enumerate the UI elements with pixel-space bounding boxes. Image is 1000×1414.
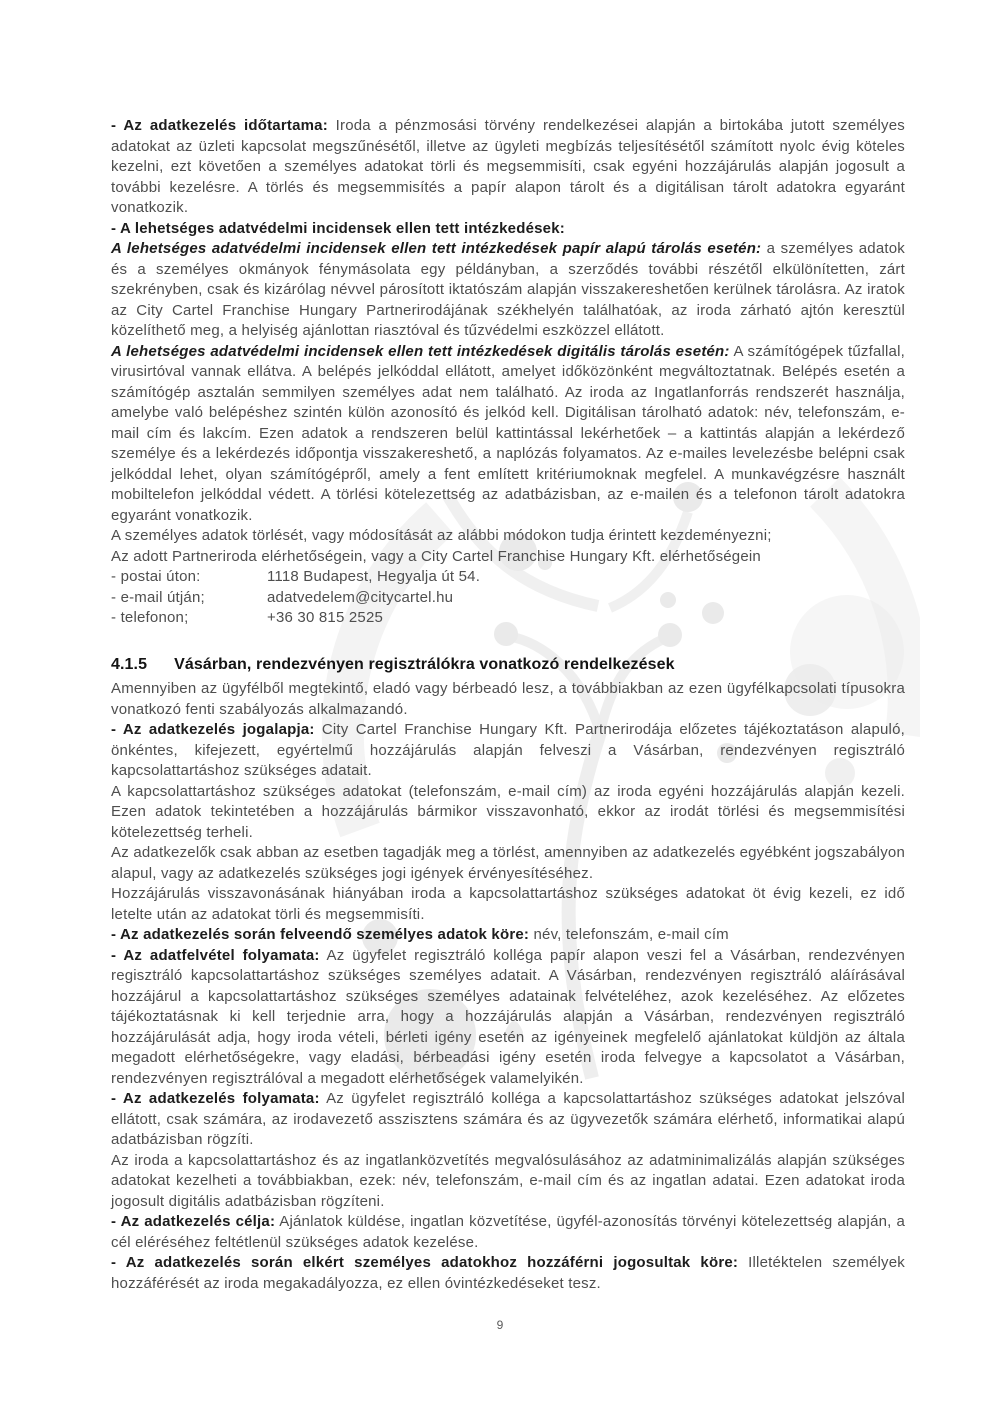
document-body: [111, 116, 905, 1294]
para-adatfelvetel-folyamata: [111, 946, 905, 1090]
para-text: Az adatkezelők csak abban az esetben tagadják meg a törlést, amennyiben az adatkezelés egyébként jogszabályon alapul, vagy az adatkezelés szükséges jogi igények érvényesítéséhez.: [111, 844, 905, 882]
para-text: Illetéktelen személyek hozzáférését az iroda megakadályozza, ez ellen óvintézkedéseket tesz.: [111, 1254, 905, 1292]
para-text: Amennyiben az ügyfélből megtekintő, eladó vagy bérbeadó lesz, a továbbiakban az ezen ügyfélkapcsolati típusokra vonatkozó fenti szabályozás alkalmazandó.: [111, 680, 905, 718]
para-adatkezelok-tagadas: [111, 843, 905, 884]
para-text: A személyes adatok törlését, vagy módosítását az alábbi módokon tudja érintett kezdeményezni;: [111, 527, 772, 544]
para-incidensek-cim: [111, 219, 905, 240]
para-incidensek-digitalis: [111, 342, 905, 527]
para-text: Az ügyfelet regisztráló kolléga a kapcsolattartáshoz szükséges adatokat jelszóval ellátott, csak számára, az irodavezető asszisztens számára és az ügyvezetők számára elérhető, informatikai alapú adatbázisban rögzíti.: [111, 1090, 905, 1148]
page-number: 9: [496, 1318, 504, 1332]
para-hozzaferni-jogosultak: [111, 1253, 905, 1294]
para-text: a személyes adatok és a személyes okmányok fénymásolata egy példányban, a szerződés további részétől elkülönítetten, zárt szekrényben, csak és kizárólag névvel párosított iktatószám alapján visszakereshetően kerülnek tárolásra. Az iratok az City Cartel Franchise Hungary Partnerirodájának székhelyén találhatóak, az iroda zárható ajtón keresztül közelíthető meg, a helyiség ajánlottan riasztóval és tűzvédelmi eszközzel ellátott.: [111, 240, 905, 339]
para-lead: - Az adatkezelés célja:: [111, 1213, 276, 1230]
para-adatkezeles-celja: [111, 1212, 905, 1253]
contact-row-email: [111, 588, 905, 609]
para-lead: - Az adatkezelés folyamata:: [111, 1090, 320, 1107]
para-text: Iroda a pénzmosási törvény rendelkezései alapján a birtokába jutott személyes adatokat az üzleti kapcsolat megszűnésétől, illetve az ügyleti megbízás teljesítésétől számított nyolc évig köteles kezelni, ezt követően a személyes adatokat törli és megsemmisíti, csak egyéni hozzájárulás alapján jogosult a további kezelésre. A törlés és megsemmisítés a papír alapon tárolt és a digitálisan tárolt adatokra egyaránt vonatkozik.: [111, 117, 905, 216]
contact-label: - e-mail útján;: [111, 588, 205, 606]
para-amennyiben: [111, 679, 905, 720]
para-text: A számítógépek tűzfallal, virusirtóval vannak ellátva. A belépés jelkóddal ellátott, amelyet időközönként megváltoztatnak. Belépés esetén a számítógép asztalán semmilyen személyes adat nem található. Az iroda az Ingatlanforrás rendszerét használja, amelybe való belépéshez szintén külön azonosító és jelkód kell. Digitálisan tárolható adatok: név, telefonszám, e-mail cím és lakcím. Ezen adatok a rendszeren belül kattintással lekérhetőek – a kattintás alapján a lekérdező személye és a lekérdezés időpontja visszakereshető, a naplózás folyamatos. Az e-mailes levelezésbe belépni csak jelkóddal lehet, olyan számítógépről, amely a fent említett kritériumoknak megfelel. A munkavégzésre használt mobiltelefon jelkóddal védett. A törlési kötelezettség az adatbázisban, az e-mailen és a telefonon tárolt adatokra egyaránt vonatkozik.: [111, 342, 905, 524]
para-adatkezeles-folyamata: [111, 1089, 905, 1151]
para-felveendo-adatok-kore: [111, 925, 905, 946]
para-lead: - Az adatfelvétel folyamata:: [111, 946, 320, 964]
para-text: Ajánlatok küldése, ingatlan közvetítése, ügyfél-azonosítás törvényi kötelezettség alapján, a cél eléréséhez feltétlenül szükséges adatok kezelése.: [111, 1213, 905, 1251]
email-address: adatvedelem@citycartel.hu: [267, 588, 454, 606]
para-text: név, telefonszám, e-mail cím: [529, 926, 729, 943]
para-lead: - Az adatkezelés időtartama:: [111, 117, 328, 134]
para-text: Az adott Partneriroda elérhetőségein, vagy a City Cartel Franchise Hungary Kft. elérhetőségein: [111, 547, 761, 565]
contact-row-phone: [111, 608, 905, 629]
contact-row-postal: [111, 567, 905, 588]
postal-address: 1118 Budapest, Hegyalja út 54.: [267, 568, 481, 585]
para-lead: - Az adatkezelés során elkért személyes adatokhoz hozzáférni jogosultak köre:: [111, 1254, 739, 1271]
phone-number: +36 30 815 2525: [267, 609, 384, 626]
para-text: A kapcsolattartáshoz szükséges adatokat (telefonszám, e-mail cím) az iroda egyéni hozzájárulás alapján kezeli. Ezen adatok tekintetében a hozzájárulás bármikor visszavonható, ekkor az irodát törlési és megsemmisítési kötelezettség terheli.: [111, 782, 905, 841]
para-adatminimalizalas: [111, 1151, 905, 1213]
para-hozzajarulas-visszavonas: [111, 884, 905, 925]
contact-label: - postai úton:: [111, 568, 201, 585]
para-text: Az iroda a kapcsolattartáshoz és az ingatlanközvetítés megvalósulásához az adatminimalizálás alapján szükséges adatokat kezelheti a továbbiakban, ezek: név, telefonszám, e-mail cím és az ingatlan adatai. Ezen adatokat iroda jogosult digitális adatbázisban rögzíteni.: [111, 1151, 905, 1210]
para-incidensek-papir: [111, 239, 905, 342]
section-title: Vásárban, rendezvényen regisztrálókra vonatkozó rendelkezések: [174, 655, 675, 673]
para-text: Hozzájárulás visszavonásának hiányában iroda a kapcsolattartáshoz szükséges adatokat öt évig kezeli, ez idő letelte után az adatokat törli és megsemmisíti.: [111, 885, 905, 923]
section-heading-415: [111, 655, 905, 676]
para-adatkezeles-idotartama: [111, 116, 905, 219]
contact-label: - telefonon;: [111, 609, 189, 626]
para-lead: A lehetséges adatvédelmi incidensek ellen tett intézkedések papír alapú tárolás esetén:: [111, 240, 762, 257]
para-lead: A lehetséges adatvédelmi incidensek ellen tett intézkedések digitális tárolás esetén:: [111, 342, 730, 360]
para-elerhetosegek: [111, 547, 905, 568]
para-lead: - A lehetséges adatvédelmi incidensek ellen tett intézkedések:: [111, 219, 565, 237]
para-text: Az ügyfelet regisztráló kolléga papír alapon veszi fel a Vásárban, rendezvényen regisztráló kapcsolattartáshoz szükséges személyes adatait. A Vásárban, rendezvényen regisztráló aláírásával hozzájárul a kapcsolattartáshoz szükséges személyes adatainak felvételéhez, azok kezeléséhez. Az előzetes tájékoztatásnak ki kell terjednie arra, hogy a hozzájárulás alapján a Vásárban, rendezvényen regisztráló hozzájárulását adja, hogy iroda vételi, bérleti igény esetén az igényeinek megfelelő ajánlatokat küldjön az általa megadott elérhetőségekre, vagy eladási, bérbeadási igény esetén iroda felvegye a kapcsolatot a Vásárban, rendezvényen regisztrálóval a megadott elérhetőségek valamelyikén.: [111, 946, 905, 1087]
section-number: 4.1.5: [111, 655, 148, 673]
para-text: City Cartel Franchise Hungary Kft. Partnerirodája előzetes tájékoztatáson alapuló, önkéntes, kifejezett, egyértelmű hozzájárulás alapján felveszi a Vásárban, rendezvényen regisztráló kapcsolattartáshoz szükséges adatait.: [111, 721, 905, 779]
para-lead: - Az adatkezelés során felveendő személyes adatok köre:: [111, 926, 530, 943]
para-kapcsolattartas-adatok: [111, 782, 905, 844]
para-jogalapja: [111, 720, 905, 782]
contact-list: [111, 567, 905, 629]
para-torles-modositas: [111, 526, 905, 547]
para-lead: - Az adatkezelés jogalapja:: [111, 721, 315, 738]
